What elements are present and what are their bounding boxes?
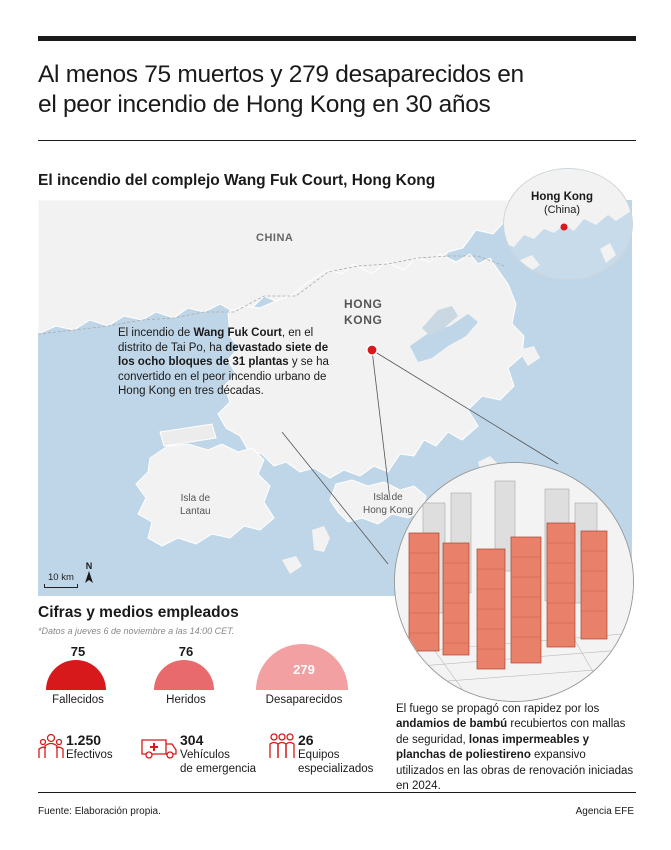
north-arrow xyxy=(84,561,94,585)
locator-title: Hong Kong xyxy=(531,191,593,203)
vehiculos-label xyxy=(180,748,256,776)
description-text-3: expansivo utilizados en las obras de renovación iniciadas en 2024. xyxy=(396,749,634,793)
description-bold-1: andamios de bambú xyxy=(396,718,508,731)
vehiculos-label-line-2: de emergencia xyxy=(180,763,257,775)
firefighters-icon xyxy=(38,732,64,760)
efectivos-value: 1.250 xyxy=(66,732,102,748)
footer-source: Fuente: Elaboración propia. xyxy=(38,806,161,817)
hong-kong-label-line-2: KONG xyxy=(344,313,383,327)
globe-land-3 xyxy=(600,243,616,263)
callout-text-3: y se ha convertido en el peor incendio urbano de Hong Kong en tres décadas. xyxy=(118,356,329,398)
map-callout xyxy=(118,326,330,399)
desaparecidos-label: Desaparecidos xyxy=(265,694,343,706)
footer-rule xyxy=(38,792,636,793)
fallecidos-semicircle xyxy=(46,660,106,690)
headline-line-2: el peor incendio de Hong Kong en 30 años xyxy=(38,91,491,118)
locator-subtitle: (China) xyxy=(543,204,581,216)
heridos-value: 76 xyxy=(178,644,194,659)
headline xyxy=(38,60,636,120)
callout-bold-1: Wang Fuk Court xyxy=(193,327,282,339)
callout-bold-2: devastado siete de los ocho bloques de 31 plantas xyxy=(118,341,329,369)
heridos-semicircle xyxy=(154,660,214,690)
hong-kong-label-line-1: HONG xyxy=(344,297,383,311)
lamma-island-shape xyxy=(312,526,330,552)
map-title: El incendio del complejo Wang Fuk Court, Hong Kong xyxy=(38,172,436,189)
locator-globe xyxy=(503,168,633,280)
globe-hk-marker xyxy=(561,224,568,231)
lantau-label-line-1: Isla de xyxy=(180,493,211,504)
description-text-2: recubiertos con mallas de seguridad, xyxy=(396,718,626,746)
scale-label: 10 km xyxy=(48,572,74,583)
north-label: N xyxy=(85,561,93,571)
equipos-label xyxy=(298,748,373,776)
headline-rule xyxy=(38,140,636,141)
equipos-value: 26 xyxy=(298,732,314,748)
equipos-label-line-1: Equipos xyxy=(298,749,340,761)
vehiculos-label-line-1: Vehículos xyxy=(180,749,230,761)
description-bold-2: lonas impermeables y planchas de poliestireno xyxy=(396,733,590,762)
description-text-1: El fuego se propagó con rapidez por los xyxy=(396,703,600,715)
lantau-label xyxy=(180,492,211,518)
fire-description xyxy=(396,702,634,794)
team-icon xyxy=(268,732,296,760)
hk-island-label-line-1: Isla de xyxy=(373,492,403,503)
fallecidos-label: Fallecidos xyxy=(52,694,104,706)
fire-location-marker xyxy=(367,345,377,355)
callout-text-2: , en el distrito de Tai Po, ha xyxy=(118,327,314,354)
stats-title: Cifras y medios empleados xyxy=(38,604,239,621)
ambulance-icon xyxy=(140,734,178,760)
efectivos-label: Efectivos xyxy=(66,749,113,761)
hong-kong-label xyxy=(344,296,382,328)
desaparecidos-value: 279 xyxy=(293,662,315,677)
footer-agency: Agencia EFE xyxy=(575,806,634,817)
stats-note: *Datos a jueves 6 de noviembre a las 14:00 CET. xyxy=(38,626,235,636)
buildings-illustration xyxy=(395,463,634,702)
fallecidos-value: 75 xyxy=(70,644,86,659)
locator-globe-shapes xyxy=(504,169,633,280)
headline-line-1: Al menos 75 muertos y 279 desaparecidos en xyxy=(38,61,524,88)
equipos-label-line-2: especializados xyxy=(298,763,374,775)
south-islands-shape xyxy=(282,556,302,574)
vehiculos-value: 304 xyxy=(180,732,204,748)
hk-island-label-line-2: Hong Kong xyxy=(363,505,414,516)
heridos-label: Heridos xyxy=(166,694,206,706)
building-zoom-illustration xyxy=(394,462,634,702)
airport-shape xyxy=(160,424,216,446)
top-rule xyxy=(38,36,636,41)
lantau-label-line-2: Lantau xyxy=(180,506,211,517)
callout-text-1: El incendio de xyxy=(118,327,194,339)
scale-bar xyxy=(44,584,78,588)
hk-island-label xyxy=(363,491,413,517)
china-label: CHINA xyxy=(256,232,294,244)
north-arrow-icon xyxy=(85,571,93,583)
